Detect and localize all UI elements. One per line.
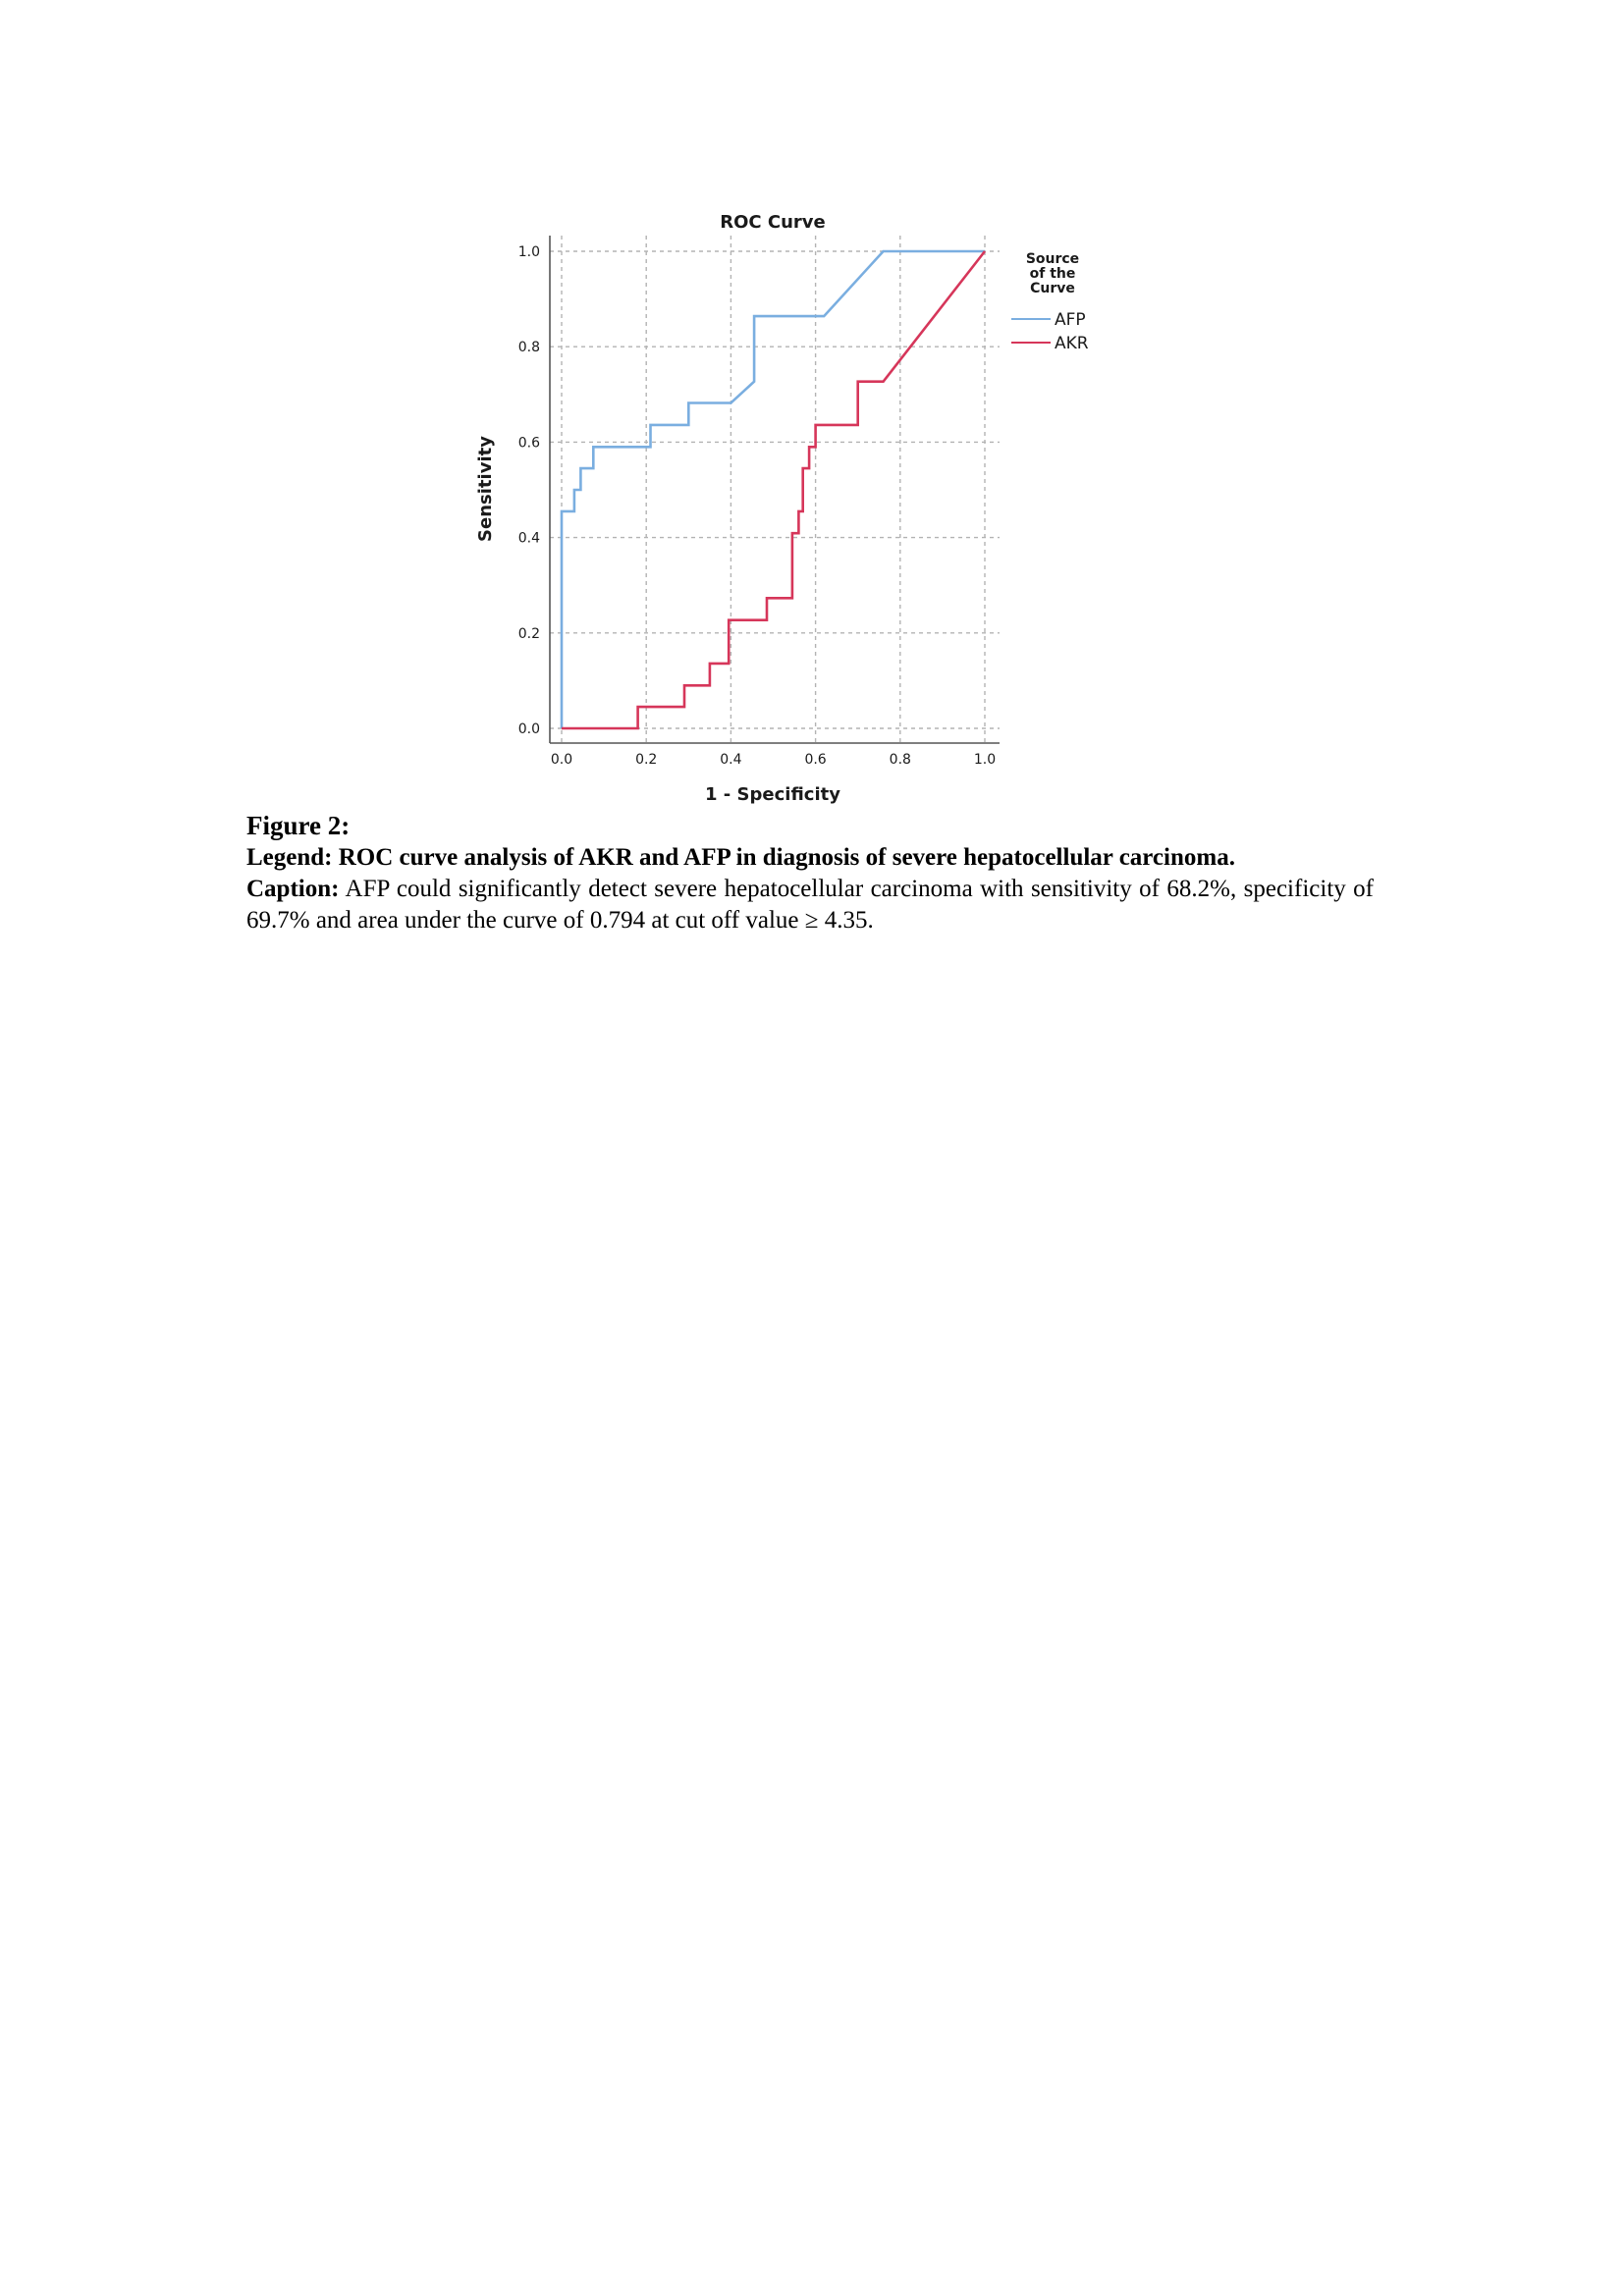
y-tick-label: 0.8 <box>517 340 540 356</box>
legend-title-line: of the <box>1029 266 1076 282</box>
caption-text: AFP could significantly detect severe hepatocellular carcinoma with sensitivity of 68.2%, specificity of 69.7% and area under the curve of 0.794 at cut off value ≥ 4.35. <box>246 876 1375 934</box>
x-tick-label: 0.6 <box>804 752 827 768</box>
series-line-akr <box>562 251 985 728</box>
x-tick-label: 0.4 <box>720 752 742 768</box>
roc-chart <box>0 0 1624 834</box>
figure <box>0 0 1624 834</box>
y-axis-title: Sensitivity <box>475 436 496 542</box>
legend-label-akr: AKR <box>1055 334 1089 353</box>
figure-legend-text: Legend: ROC curve analysis of AKR and AFP in diagnosis of severe hepatocellular carcinoma. <box>246 844 1235 871</box>
legend-title-line: Curve <box>1030 281 1075 296</box>
legend-title-line: Source <box>1025 251 1080 267</box>
y-tick-label: 0.0 <box>517 721 540 737</box>
x-tick-label: 0.2 <box>635 752 658 768</box>
tick-labels <box>518 244 996 768</box>
figure-caption-paragraph <box>246 874 1374 936</box>
axes <box>550 236 1000 743</box>
legend <box>1011 251 1089 353</box>
series <box>562 251 985 728</box>
figure-label: Figure 2: <box>246 811 351 840</box>
series-line-afp <box>562 251 985 728</box>
y-tick-label: 0.6 <box>517 435 540 452</box>
chart-title: ROC Curve <box>720 212 826 233</box>
x-tick-label: 0.0 <box>550 752 573 768</box>
caption-label: Caption: <box>246 876 340 902</box>
x-axis-title: 1 - Specificity <box>705 784 840 805</box>
y-tick-label: 0.4 <box>517 530 540 547</box>
x-tick-label: 1.0 <box>973 752 997 768</box>
grid <box>550 236 1000 743</box>
figure-caption <box>246 809 1374 936</box>
y-tick-label: 1.0 <box>517 244 540 260</box>
legend-label-afp: AFP <box>1055 310 1086 330</box>
x-tick-label: 0.8 <box>889 752 911 768</box>
y-tick-label: 0.2 <box>517 625 540 642</box>
